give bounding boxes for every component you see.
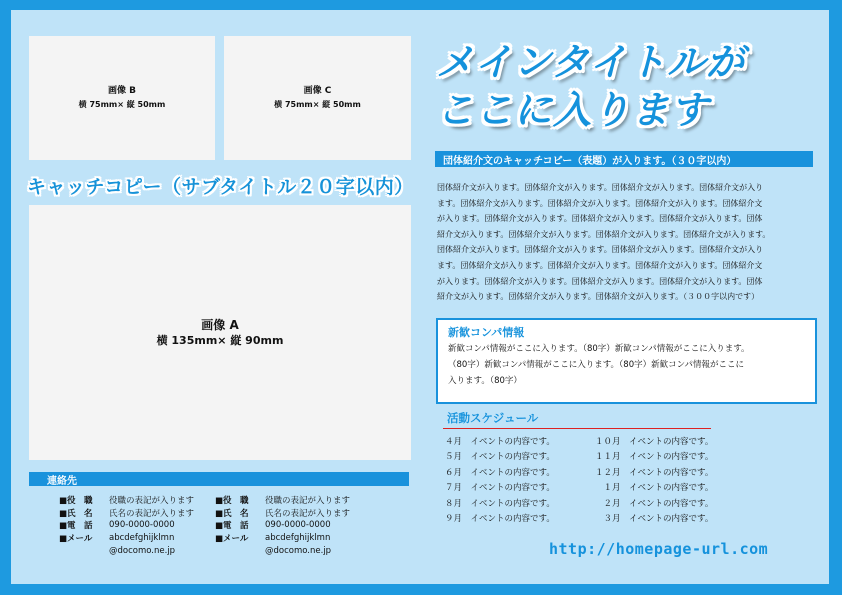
photo-a-dimensions: 横 135mm× 縦 90mm xyxy=(156,333,284,347)
intro-body xyxy=(437,180,817,305)
photo-b-label: 画像 B xyxy=(108,86,136,96)
catch-copy: キャッチコピー（サブタイトル２０字以内） xyxy=(27,176,414,198)
schedule-list xyxy=(445,433,745,526)
contact-key: ■氏 名 xyxy=(215,508,249,519)
news-line: 入ります。（80字） xyxy=(448,376,522,386)
photo-c-placeholder xyxy=(224,36,411,160)
main-title-line: メインタイトルが xyxy=(436,40,745,84)
photo-a-placeholder xyxy=(29,205,411,460)
photo-c-dimensions: 横 75mm× 縦 50mm xyxy=(274,100,361,109)
contact-mail: abcdefghijklmn xyxy=(109,533,175,544)
contact-key: ■メール xyxy=(59,534,93,545)
news-body xyxy=(448,341,805,389)
schedule-item: ５月 イベントの内容です。 xyxy=(445,452,555,463)
intro-heading: 団体紹介文のキャッチコピー（表題）が入ります。（３０字以内） xyxy=(435,151,813,167)
contact-key: ■電 話 xyxy=(59,521,93,532)
schedule-row xyxy=(445,495,745,511)
contact-row xyxy=(59,532,194,545)
intro-line: 団体紹介文が入ります。団体紹介文が入ります。団体紹介文が入ります。団体紹介文が入り xyxy=(437,183,764,192)
contact-key: ■氏 名 xyxy=(59,508,93,519)
schedule-row xyxy=(445,449,745,465)
flyer-sheet xyxy=(11,10,829,584)
contact-row xyxy=(215,494,350,507)
news-line: （80字）新歓コンパ情報がここに入ります。（80字）新歓コンパ情報がここに xyxy=(448,360,745,370)
schedule-item: ４月 イベントの内容です。 xyxy=(445,436,555,447)
contact-mail: abcdefghijklmn xyxy=(265,533,331,544)
contact-person-1 xyxy=(59,494,194,557)
intro-line: が入ります。団体紹介文が入ります。団体紹介文が入ります。団体紹介文が入ります。団体 xyxy=(437,276,763,286)
contact-row xyxy=(59,507,194,520)
intro-line: 紹介文が入ります。団体紹介文が入ります。団体紹介文が入ります。団体紹介文が入ります。 xyxy=(437,229,771,239)
intro-line: ます。団体紹介文が入ります。団体紹介文が入ります。団体紹介文が入ります。団体紹介文 xyxy=(437,260,763,270)
main-title xyxy=(436,38,816,134)
contact-row xyxy=(59,519,194,532)
photo-b-placeholder xyxy=(29,36,215,160)
schedule-item: １２月 イベントの内容です。 xyxy=(595,467,714,478)
schedule-item: ８月 イベントの内容です。 xyxy=(445,498,555,509)
contact-row xyxy=(215,544,350,557)
schedule-item: ３月 イベントの内容です。 xyxy=(595,514,714,525)
schedule-underline xyxy=(443,428,711,429)
contact-key: ■メール xyxy=(215,534,249,545)
news-line: 新歓コンパ情報がここに入ります。（80字）新歓コンパ情報がここに入ります。 xyxy=(448,344,750,354)
schedule-row xyxy=(445,433,745,449)
schedule-item: １０月 イベントの内容です。 xyxy=(595,436,714,447)
schedule-item: ９月 イベントの内容です。 xyxy=(445,514,555,525)
contact-name: 氏名の表記が入ります xyxy=(265,508,351,519)
news-box xyxy=(436,318,817,404)
schedule-item: ２月 イベントの内容です。 xyxy=(595,498,714,509)
contact-row xyxy=(215,519,350,532)
contact-name: 氏名の表記が入ります xyxy=(109,508,195,519)
intro-line: 団体紹介文が入ります。団体紹介文が入ります。団体紹介文が入ります。団体紹介文が入り xyxy=(437,245,764,255)
news-title: 新歓コンパ情報 xyxy=(448,326,525,339)
contact-heading: 連絡先 xyxy=(29,472,409,486)
schedule-item: １１月 イベントの内容です。 xyxy=(595,452,714,463)
intro-line: 紹介文が入ります。団体紹介文が入ります。団体紹介文が入ります。（３００字以内です） xyxy=(437,292,760,302)
schedule-item: ７月 イベントの内容です。 xyxy=(445,483,555,494)
schedule-row xyxy=(445,480,745,496)
contact-mail-domain: @docomo.ne.jp xyxy=(109,545,176,556)
contact-role: 役職の表記が入ります xyxy=(265,496,351,507)
contact-row xyxy=(59,494,194,507)
schedule-item: １月 イベントの内容です。 xyxy=(595,483,714,494)
schedule-title: 活動スケジュール xyxy=(447,411,539,425)
main-title-line: ここに入ります xyxy=(436,88,710,132)
photo-c-label: 画像 C xyxy=(303,86,332,96)
contact-tel: 090-0000-0000 xyxy=(265,520,331,531)
contact-key: ■役 職 xyxy=(215,496,249,507)
contact-person-2 xyxy=(215,494,350,557)
contact-key: ■役 職 xyxy=(59,496,93,507)
photo-a-label: 画像 A xyxy=(201,317,239,332)
contact-tel: 090-0000-0000 xyxy=(109,520,175,531)
contact-key: ■電 話 xyxy=(215,521,249,532)
intro-line: が入ります。団体紹介文が入ります。団体紹介文が入ります。団体紹介文が入ります。団体 xyxy=(437,214,763,224)
contact-row xyxy=(59,544,194,557)
contact-row xyxy=(215,507,350,520)
schedule-row xyxy=(445,511,745,527)
contact-role: 役職の表記が入ります xyxy=(109,496,195,507)
intro-line: ます。団体紹介文が入ります。団体紹介文が入ります。団体紹介文が入ります。団体紹介文 xyxy=(437,198,763,208)
contact-row xyxy=(215,532,350,545)
contact-mail-domain: @docomo.ne.jp xyxy=(265,545,332,556)
photo-b-dimensions: 横 75mm× 縦 50mm xyxy=(78,100,166,109)
schedule-item: ６月 イベントの内容です。 xyxy=(445,467,555,478)
schedule-row xyxy=(445,464,745,480)
homepage-url[interactable]: http://homepage-url.com xyxy=(549,540,769,558)
